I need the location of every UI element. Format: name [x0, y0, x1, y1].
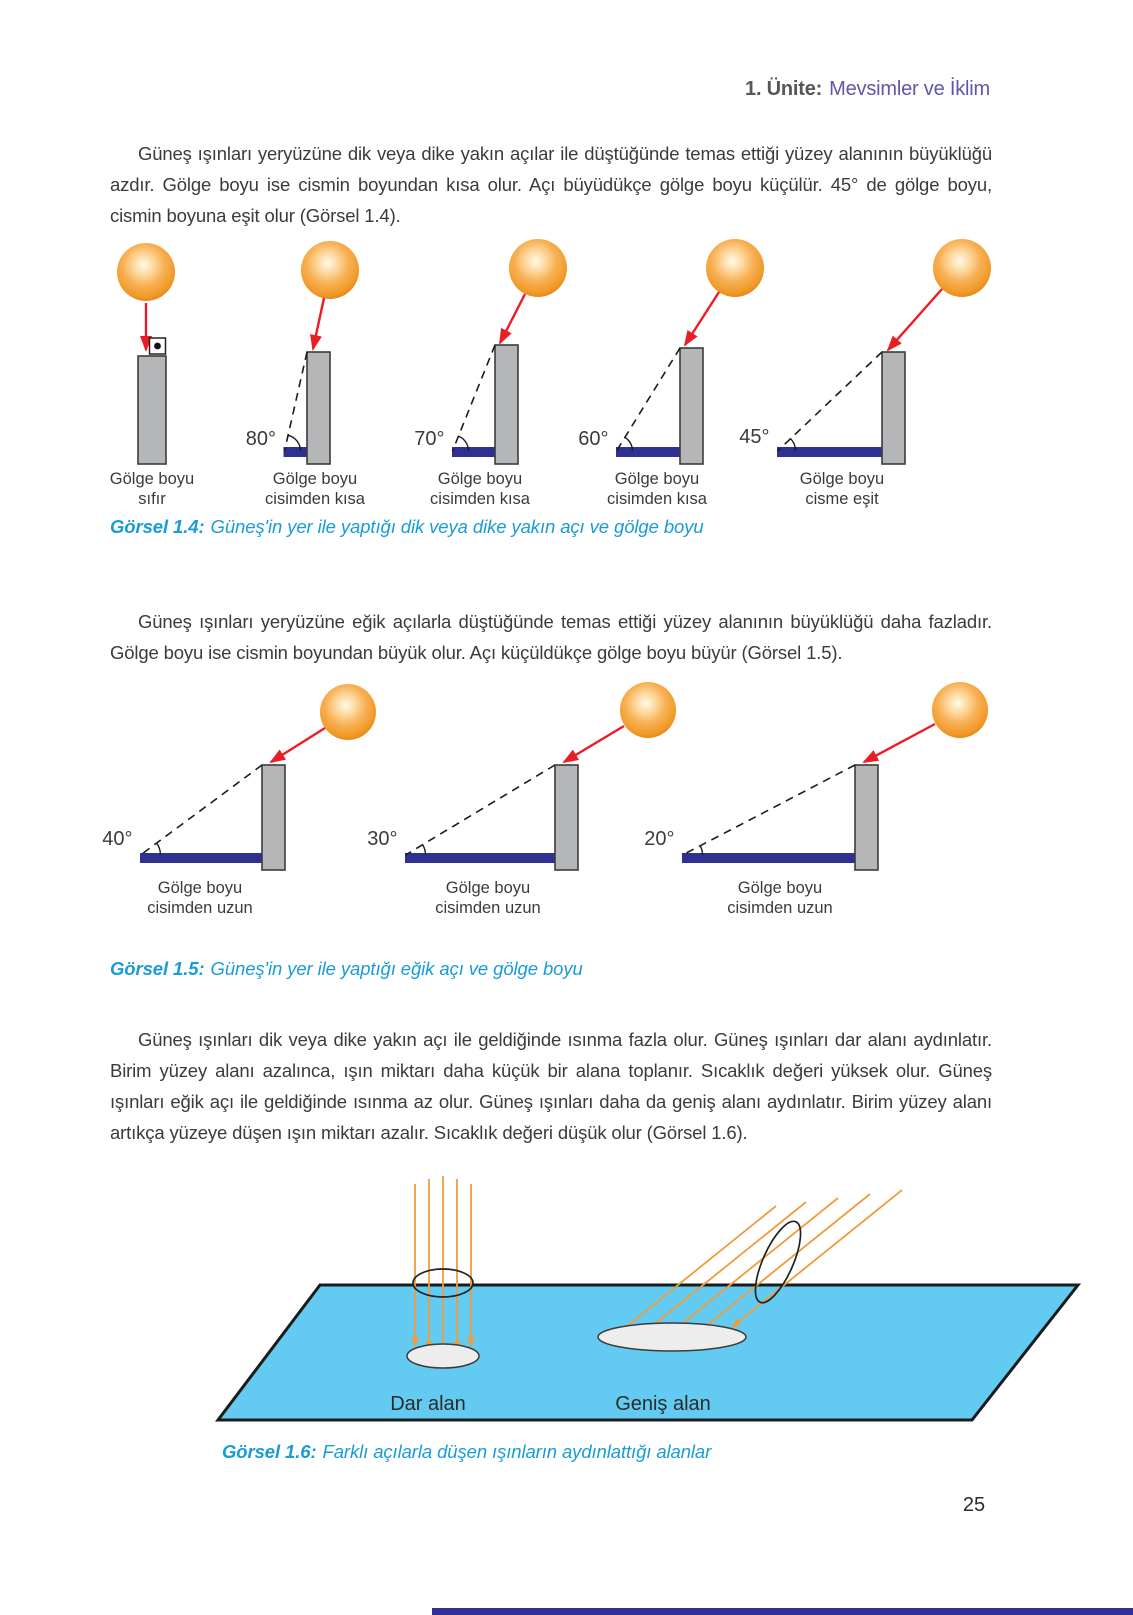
wide-area-label: Geniş alan	[615, 1393, 711, 1415]
narrow-area-label: Dar alan	[390, 1393, 466, 1415]
panel-caption-line1: Gölge boyu	[272, 470, 358, 488]
sun-ray-arrow-icon	[313, 298, 324, 349]
page-number: 25	[962, 1494, 986, 1516]
object-bar	[307, 352, 330, 464]
paragraph-1: Güneş ışınları yeryüzüne dik veya dike yakın açılar ile düştüğünde temas ettiği yüzey alanının büyüklüğü azdır. Gölge boyu ise cismin boyundan kısa olur. Açı büyüdükçe gölge boyu küçülür. 45° de gölge boyu, cismin boyuna eşit olur (Görsel 1.4).	[110, 143, 992, 226]
hypotenuse-dashed-line	[617, 348, 681, 451]
object-bar	[882, 352, 905, 464]
sun-angle-panel-70	[414, 239, 567, 464]
panel-caption-line2: cisimden kısa	[430, 490, 530, 508]
panel-caption-line2: cisimden uzun	[727, 899, 833, 917]
panel-caption	[435, 878, 540, 918]
angle-label: 60°	[578, 428, 609, 450]
shadow-bar	[682, 853, 855, 863]
sun-icon	[320, 684, 376, 740]
sun-angle-panel-45	[739, 239, 991, 464]
angle-label: 45°	[739, 426, 770, 448]
shadow-bar	[284, 447, 308, 457]
paragraph-3: Güneş ışınları dik veya dike yakın açı ile geldiğinde ısınma fazla olur. Güneş ışınları dar alanı aydınlatır. Birim yüzey alanı azalınca, ışın miktarı daha küçük bir alana toplanır. Sıcaklık değeri yüksek olur. Güneş ışınları eğik açı ile geldiğinde ısınma az olur. Güneş ışınları daha da geniş alanı aydınlatır. Birim yüzey alanı artıkça yüzeye düşen ışın miktarı azalır. Sıcaklık değeri düşük olur (Görsel 1.6).	[110, 1029, 992, 1143]
wide-lit-area	[598, 1323, 746, 1351]
figure-caption-text: Güneş'in yer ile yaptığı dik veya dike yakın açı ve gölge boyu	[210, 516, 704, 537]
angle-label: 70°	[414, 428, 445, 450]
panel-caption-line2: cisimden uzun	[435, 899, 541, 917]
hypotenuse-dashed-line	[406, 765, 556, 855]
figure-1-6-diagram	[180, 1165, 1090, 1430]
angle-label: 40°	[102, 828, 133, 850]
sun-ray-arrow-icon	[685, 292, 719, 345]
shadow-bar	[777, 447, 882, 457]
sun-icon	[620, 682, 676, 738]
sun-angle-panel-20	[644, 682, 988, 870]
panel-caption	[147, 878, 252, 918]
sun-ray-arrow-icon	[888, 289, 942, 350]
panel-caption-line1: Gölge boyu	[614, 470, 700, 488]
object-bar	[680, 348, 703, 464]
sun-icon	[509, 239, 567, 297]
object-bar	[555, 765, 578, 870]
figure-1-4-diagram	[100, 235, 1040, 510]
unit-number-label: 1. Ünite:	[745, 78, 823, 100]
sun-ray-arrow-icon	[271, 728, 325, 762]
sun-angle-panel-90	[117, 243, 175, 464]
panel-caption-line2: cisimden uzun	[147, 899, 253, 917]
panel-caption	[110, 469, 194, 509]
angle-label: 30°	[367, 828, 398, 850]
figure-1-4-caption	[110, 516, 704, 538]
sun-angle-panel-60	[578, 239, 764, 464]
shadow-bar	[452, 447, 495, 457]
panel-caption-line1: Gölge boyu	[437, 470, 523, 488]
panel-caption-line1: Gölge boyu	[109, 470, 195, 488]
sun-icon	[706, 239, 764, 297]
object-bar	[138, 356, 166, 464]
panel-caption	[430, 469, 530, 509]
figure-caption-label: Görsel 1.5:	[110, 958, 205, 979]
unit-header	[110, 78, 990, 101]
sun-icon	[117, 243, 175, 301]
hypotenuse-dashed-line	[285, 352, 308, 451]
figure-1-6-caption	[222, 1441, 711, 1463]
hypotenuse-dashed-line	[453, 345, 496, 451]
object-bar	[495, 345, 518, 464]
angle-label: 20°	[644, 828, 675, 850]
sun-angle-panel-80	[246, 241, 359, 464]
shadow-bar	[616, 447, 680, 457]
sun-angle-panel-40	[102, 684, 376, 870]
panel-caption-line2: cisimden kısa	[265, 490, 365, 508]
unit-title: Mevsimler ve İklim	[829, 78, 990, 100]
sun-ray-arrow-icon	[564, 726, 624, 762]
panel-caption	[800, 469, 884, 509]
sun-angle-panel-30	[367, 682, 676, 870]
right-angle-dot-icon	[154, 343, 161, 350]
figure-caption-label: Görsel 1.4:	[110, 516, 205, 537]
paragraph-2: Güneş ışınları yeryüzüne eğik açılarla düştüğünde temas ettiği yüzey alanının büyüklüğü daha fazladır. Gölge boyu ise cismin boyundan büyük olur. Açı küçüldükçe gölge boyu büyür (Görsel 1.5).	[110, 611, 992, 663]
figure-1-5-caption	[110, 958, 583, 980]
panel-caption-line1: Gölge boyu	[737, 879, 823, 897]
sun-icon	[301, 241, 359, 299]
sun-ray-arrow-icon	[864, 724, 935, 762]
sun-ray-arrow-icon	[500, 294, 525, 343]
footer-accent-bar	[432, 1608, 1133, 1615]
shadow-bar	[405, 853, 555, 863]
shadow-bar	[140, 853, 262, 863]
panel-caption-line2: sıfır	[138, 490, 166, 508]
panel-caption	[607, 469, 707, 509]
panel-caption-line2: cisimden kısa	[607, 490, 707, 508]
figure-caption-label: Görsel 1.6:	[222, 1441, 317, 1462]
panel-caption-line2: cisme eşit	[805, 490, 879, 508]
angle-label: 80°	[245, 428, 276, 450]
hypotenuse-dashed-line	[778, 352, 883, 451]
panel-caption-line1: Gölge boyu	[157, 879, 243, 897]
narrow-lit-area	[407, 1344, 479, 1368]
sun-icon	[932, 682, 988, 738]
hypotenuse-dashed-line	[141, 765, 263, 855]
figure-caption-text: Güneş'in yer ile yaptığı eğik açı ve gölge boyu	[210, 958, 583, 979]
object-bar	[262, 765, 285, 870]
panel-caption	[727, 878, 832, 918]
panel-caption	[265, 469, 365, 509]
panel-caption-line1: Gölge boyu	[445, 879, 531, 897]
object-bar	[855, 765, 878, 870]
hypotenuse-dashed-line	[683, 765, 856, 855]
panel-caption-line1: Gölge boyu	[799, 470, 885, 488]
sun-icon	[933, 239, 991, 297]
figure-caption-text: Farklı açılarla düşen ışınların aydınlattığı alanlar	[322, 1441, 712, 1462]
